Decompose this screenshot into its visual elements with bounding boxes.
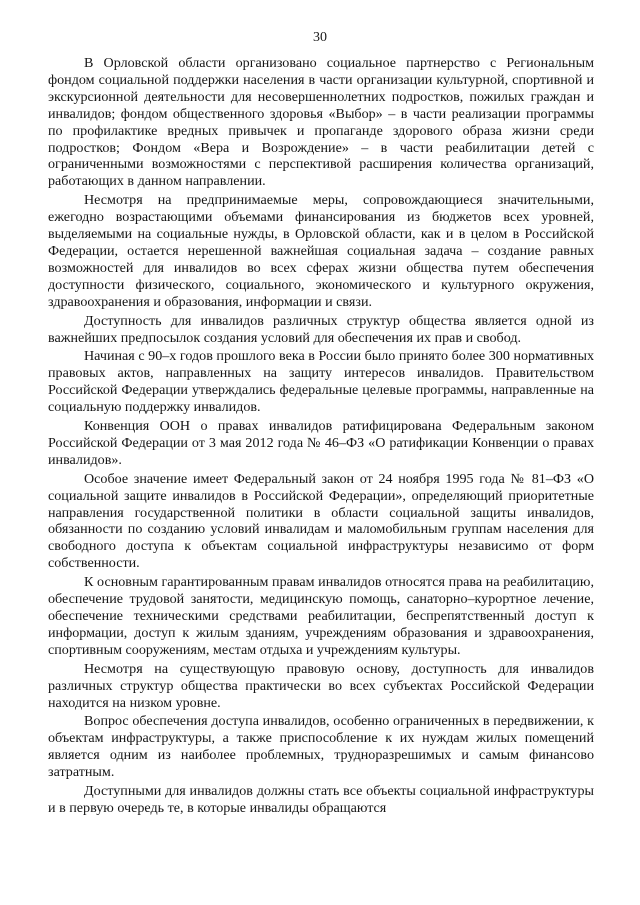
paragraph-unresolved-task: Несмотря на предпринимаемые меры, сопровождающиеся значительными, ежегодно возрастающими объемами финансирования из бюджетов всех уровней, выделяемыми на социальные нужды, в Орловской области, как и в целом в Российской Федерации, остается нерешенной важнейшая социальная задача – создание равных возможностей для инвалидов во всех сферах жизни общества путем обеспечения доступности физического, социального, экономического и культурного окружения, здравоохранения и образования, информации и связи.: [48, 192, 594, 310]
paragraph-access-issue: Вопрос обеспечения доступа инвалидов, особенно ограниченных в передвижении, к объектам инфраструктуры, а также приспособление к их нуждам жилых помещений является одним из наиболее проблемных, трудноразрешимых и самым финансово затратным.: [48, 713, 594, 781]
document-body: [48, 55, 594, 819]
paragraph-legal-acts: Начиная с 90–х годов прошлого века в России было принято более 300 нормативных правовых актов, направленных на защиту интересов инвалидов. Правительством Российской Федерации утверждались федеральные целевые программы, направленные на социальную поддержку инвалидов.: [48, 348, 594, 416]
paragraph-social-infrastructure: Доступными для инвалидов должны стать все объекты социальной инфраструктуры и в первую очередь те, в которые инвалиды обращаются: [48, 783, 594, 816]
page-number: 30: [313, 30, 327, 45]
paragraph-federal-law: Особое значение имеет Федеральный закон от 24 ноября 1995 года № 81–ФЗ «О социальной защите инвалидов в Российской Федерации», определяющий приоритетные направления государственной политики в области социальной защиты инвалидов, обязанности по созданию условий инвалидам и маломобильным группам населения для свободного доступа к объектам социальной инфраструктуры независимо от форм собственности.: [48, 470, 594, 572]
paragraph-guaranteed-rights: К основным гарантированным правам инвалидов относятся права на реабилитацию, обеспечение трудовой занятости, медицинскую помощь, санаторно–курортное лечение, обеспечение техническими средствами реабилитации, беспрепятственный доступ к информации, доступ к жилым зданиям, учреждениям образования и здравоохранения, спортивным сооружениям, местам отдыха и учреждениям культуры.: [48, 574, 594, 658]
paragraph-un-convention: Конвенция ООН о правах инвалидов ратифицирована Федеральным законом Российской Федерации от 3 мая 2012 года № 46–ФЗ «О ратификации Конвенции о правах инвалидов».: [48, 418, 594, 468]
paragraph-partnership: В Орловской области организовано социальное партнерство с Региональным фондом социальной поддержки населения в части организации культурной, спортивной и экскурсионной деятельности для несовершеннолетних подростков, пожилых граждан и инвалидов; фондом общественного здоровья «Выбор» – в части реализации программы по профилактике вредных привычек и пропаганде здорового образа жизни среди подростков; Фондом «Вера и Возрождение» – в части реабилитации детей с ограниченными возможностями с перспективой расширения количества организаций, работающих в данном направлении.: [48, 55, 594, 190]
paragraph-low-accessibility: Несмотря на существующую правовую основу, доступность для инвалидов различных структур общества практически во всех субъектах Российской Федерации находится на низком уровне.: [48, 660, 594, 711]
paragraph-accessibility: Доступность для инвалидов различных структур общества является одной из важнейших предпосылок создания условий для обеспечения их прав и свобод.: [48, 312, 594, 346]
